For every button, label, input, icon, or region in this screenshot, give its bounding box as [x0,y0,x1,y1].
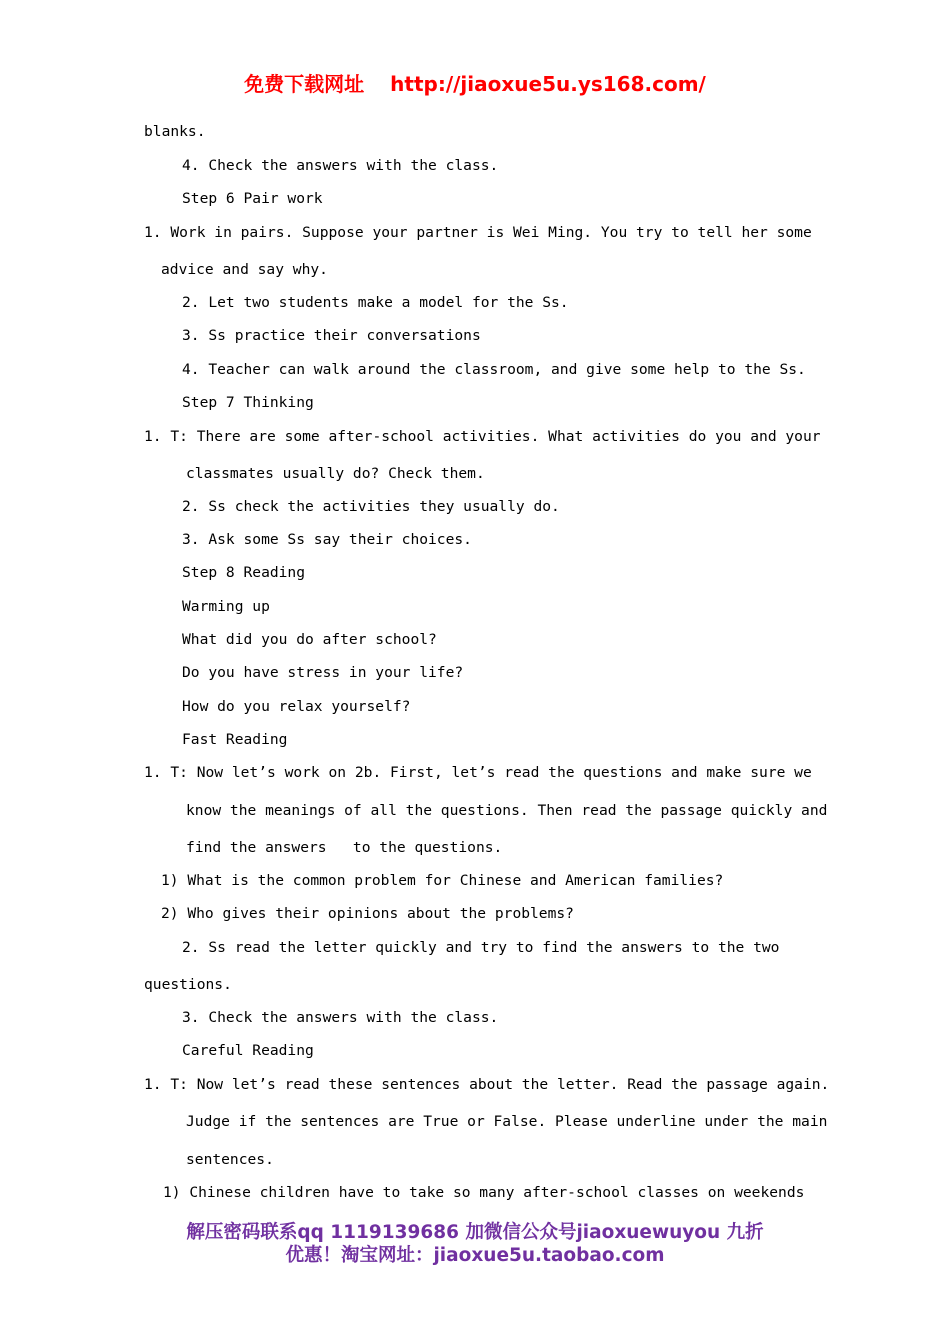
text-line: 1) What is the common problem for Chinese and American families? [161,872,724,889]
text-line: Step 8 Reading [182,564,306,581]
text-line: Warming up [182,598,270,615]
text-line: 2. Let two students make a model for the Ss. [182,294,569,311]
text-line: 2) Who gives their opinions about the problems? [161,905,574,922]
text-line: 4. Teacher can walk around the classroom, and give some help to the Ss. [182,361,806,378]
text-line: 3. Check the answers with the class. [182,1009,499,1026]
text-line: 1. T: Now let’s work on 2b. First, let’s read the questions and make sure we [144,764,812,781]
header-label: 免费下载网址 [244,72,365,96]
text-line: Careful Reading [182,1042,314,1059]
text-line: find the answers to the questions. [186,839,503,856]
header-banner [0,68,950,97]
text-line: How do you relax yourself? [182,698,411,715]
footer-shop-link[interactable]: 优惠！淘宝网址：jiaoxue5u.taobao.com [285,1245,665,1266]
text-line: know the meanings of all the questions. Then read the passage quickly and [186,802,828,819]
text-line: Do you have stress in your life? [182,664,464,681]
text-line: What did you do after school? [182,631,437,648]
text-line: classmates usually do? Check them. [186,465,485,482]
text-line: sentences. [186,1151,274,1168]
text-line: advice and say why. [161,261,328,278]
text-line: 1. T: There are some after-school activities. What activities do you and your [144,428,821,445]
text-line: Step 7 Thinking [182,394,314,411]
text-line: 2. Ss check the activities they usually do. [182,498,560,515]
text-line: blanks. [144,123,206,140]
text-line: 1) Chinese children have to take so many after-school classes on weekends [163,1184,805,1201]
footer-contact: 解压密码联系qq 1119139686 加微信公众号jiaoxuewuyou 九折 [186,1222,764,1243]
text-line: 4. Check the answers with the class. [182,157,499,174]
text-line: 1. Work in pairs. Suppose your partner is Wei Ming. You try to tell her some [144,224,812,241]
header-url-link[interactable]: http://jiaoxue5u.ys168.com/ [390,72,706,96]
text-line: Step 6 Pair work [182,190,323,207]
text-line: 3. Ss practice their conversations [182,327,481,344]
text-line: 1. T: Now let’s read these sentences about the letter. Read the passage again. [144,1076,830,1093]
text-line: questions. [144,976,232,993]
text-line: Fast Reading [182,731,288,748]
text-line: Judge if the sentences are True or False. Please underline under the main [186,1113,828,1130]
text-line: 3. Ask some Ss say their choices. [182,531,472,548]
text-line: 2. Ss read the letter quickly and try to find the answers to the two [182,939,780,956]
